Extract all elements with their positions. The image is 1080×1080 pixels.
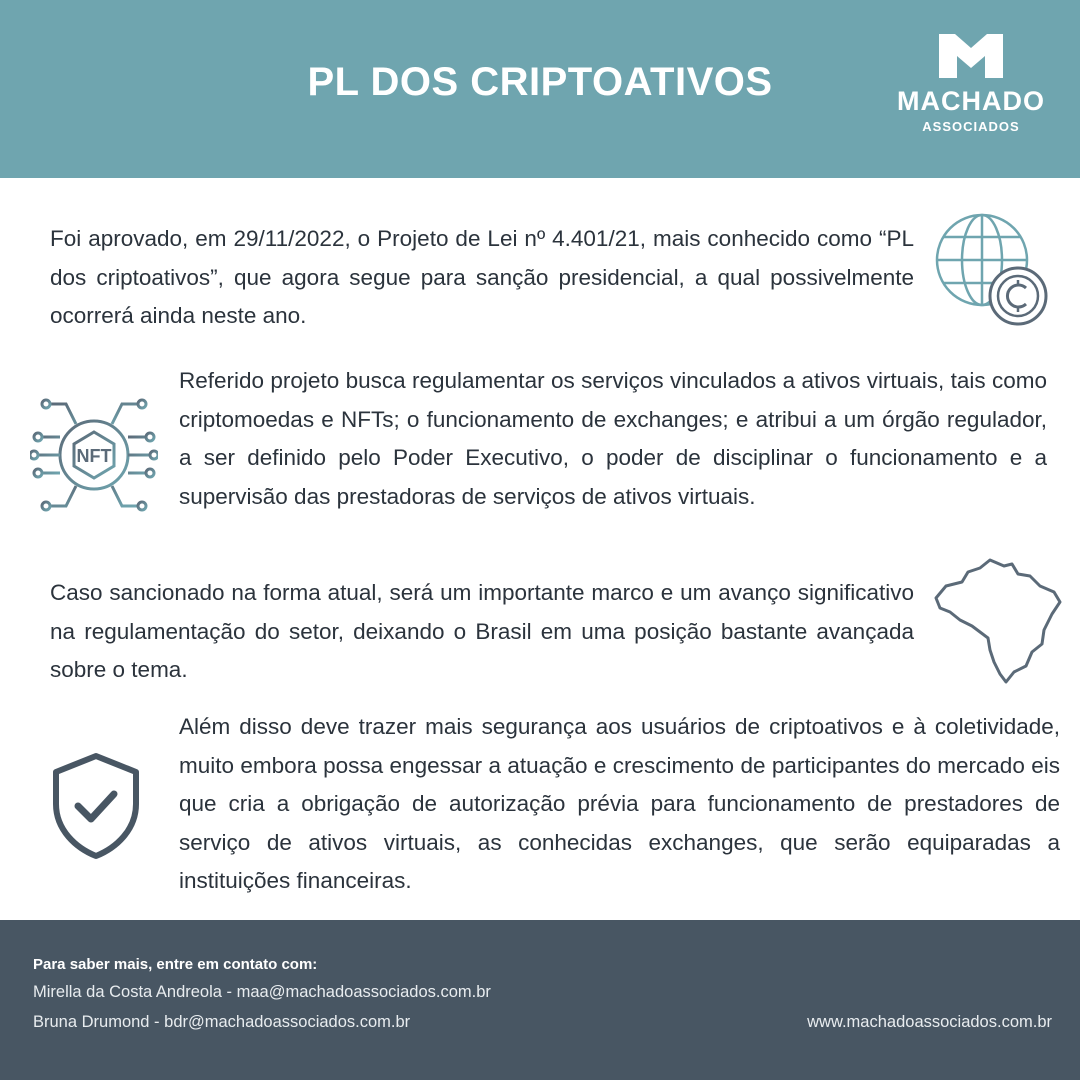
paragraph-milestone: Caso sancionado na forma atual, será um importante marco e um avanço significativo na regulamentação do setor, deixando o Brasil em uma posição bastante avançada sobre o tema. [50, 580, 914, 682]
globe-crypto-coin-icon [934, 212, 1050, 328]
header-banner [0, 0, 1080, 178]
contact-bruna: Bruna Drumond - bdr@machadoassociados.com.br [33, 1013, 411, 1031]
brazil-map-icon [932, 556, 1064, 684]
nft-circuit-icon [30, 392, 158, 518]
website-link[interactable]: www.machadoassociados.com.br [807, 1013, 1052, 1031]
paragraph-regulation: Referido projeto busca regulamentar os serviços vinculados a ativos virtuais, tais como criptomoedas e NFTs; o funcionamento de exchanges; e atribui a um órgão regulador, a ser definido pelo Poder Executivo, o poder de disciplinar o funcionamento e a supervisão das prestadoras de serviços de ativos virtuais. [179, 368, 1047, 509]
company-logo [896, 34, 1046, 134]
paragraph-security: Além disso deve trazer mais segurança aos usuários de criptoativos e à coletividade, muito embora possa engessar a atuação e crescimento de participantes do mercado eis que cria a obrigação de autorização prévia para funcionamento de prestadores de serviço de ativos virtuais, as conhecidas exchanges, que serão equiparadas a instituições financeiras. [179, 714, 1060, 893]
page-title: PL DOS CRIPTOATIVOS [307, 60, 773, 104]
contact-mirella: Mirella da Costa Andreola - maa@machadoassociados.com.br [33, 983, 491, 1001]
nft-label: NFT [76, 446, 112, 466]
m-logo-icon [939, 34, 1003, 78]
footer [0, 920, 1080, 1080]
paragraph-approval: Foi aprovado, em 29/11/2022, o Projeto de Lei nº 4.401/21, mais conhecido como “PL dos criptoativos”, que agora segue para sanção presidencial, a qual possivelmente ocorrerá ainda neste ano. [50, 226, 914, 328]
logo-name: MACHADO [897, 86, 1045, 116]
shield-check-icon [50, 752, 142, 860]
logo-subtitle: ASSOCIADOS [922, 119, 1020, 134]
footer-heading: Para saber mais, entre em contato com: [33, 956, 318, 973]
